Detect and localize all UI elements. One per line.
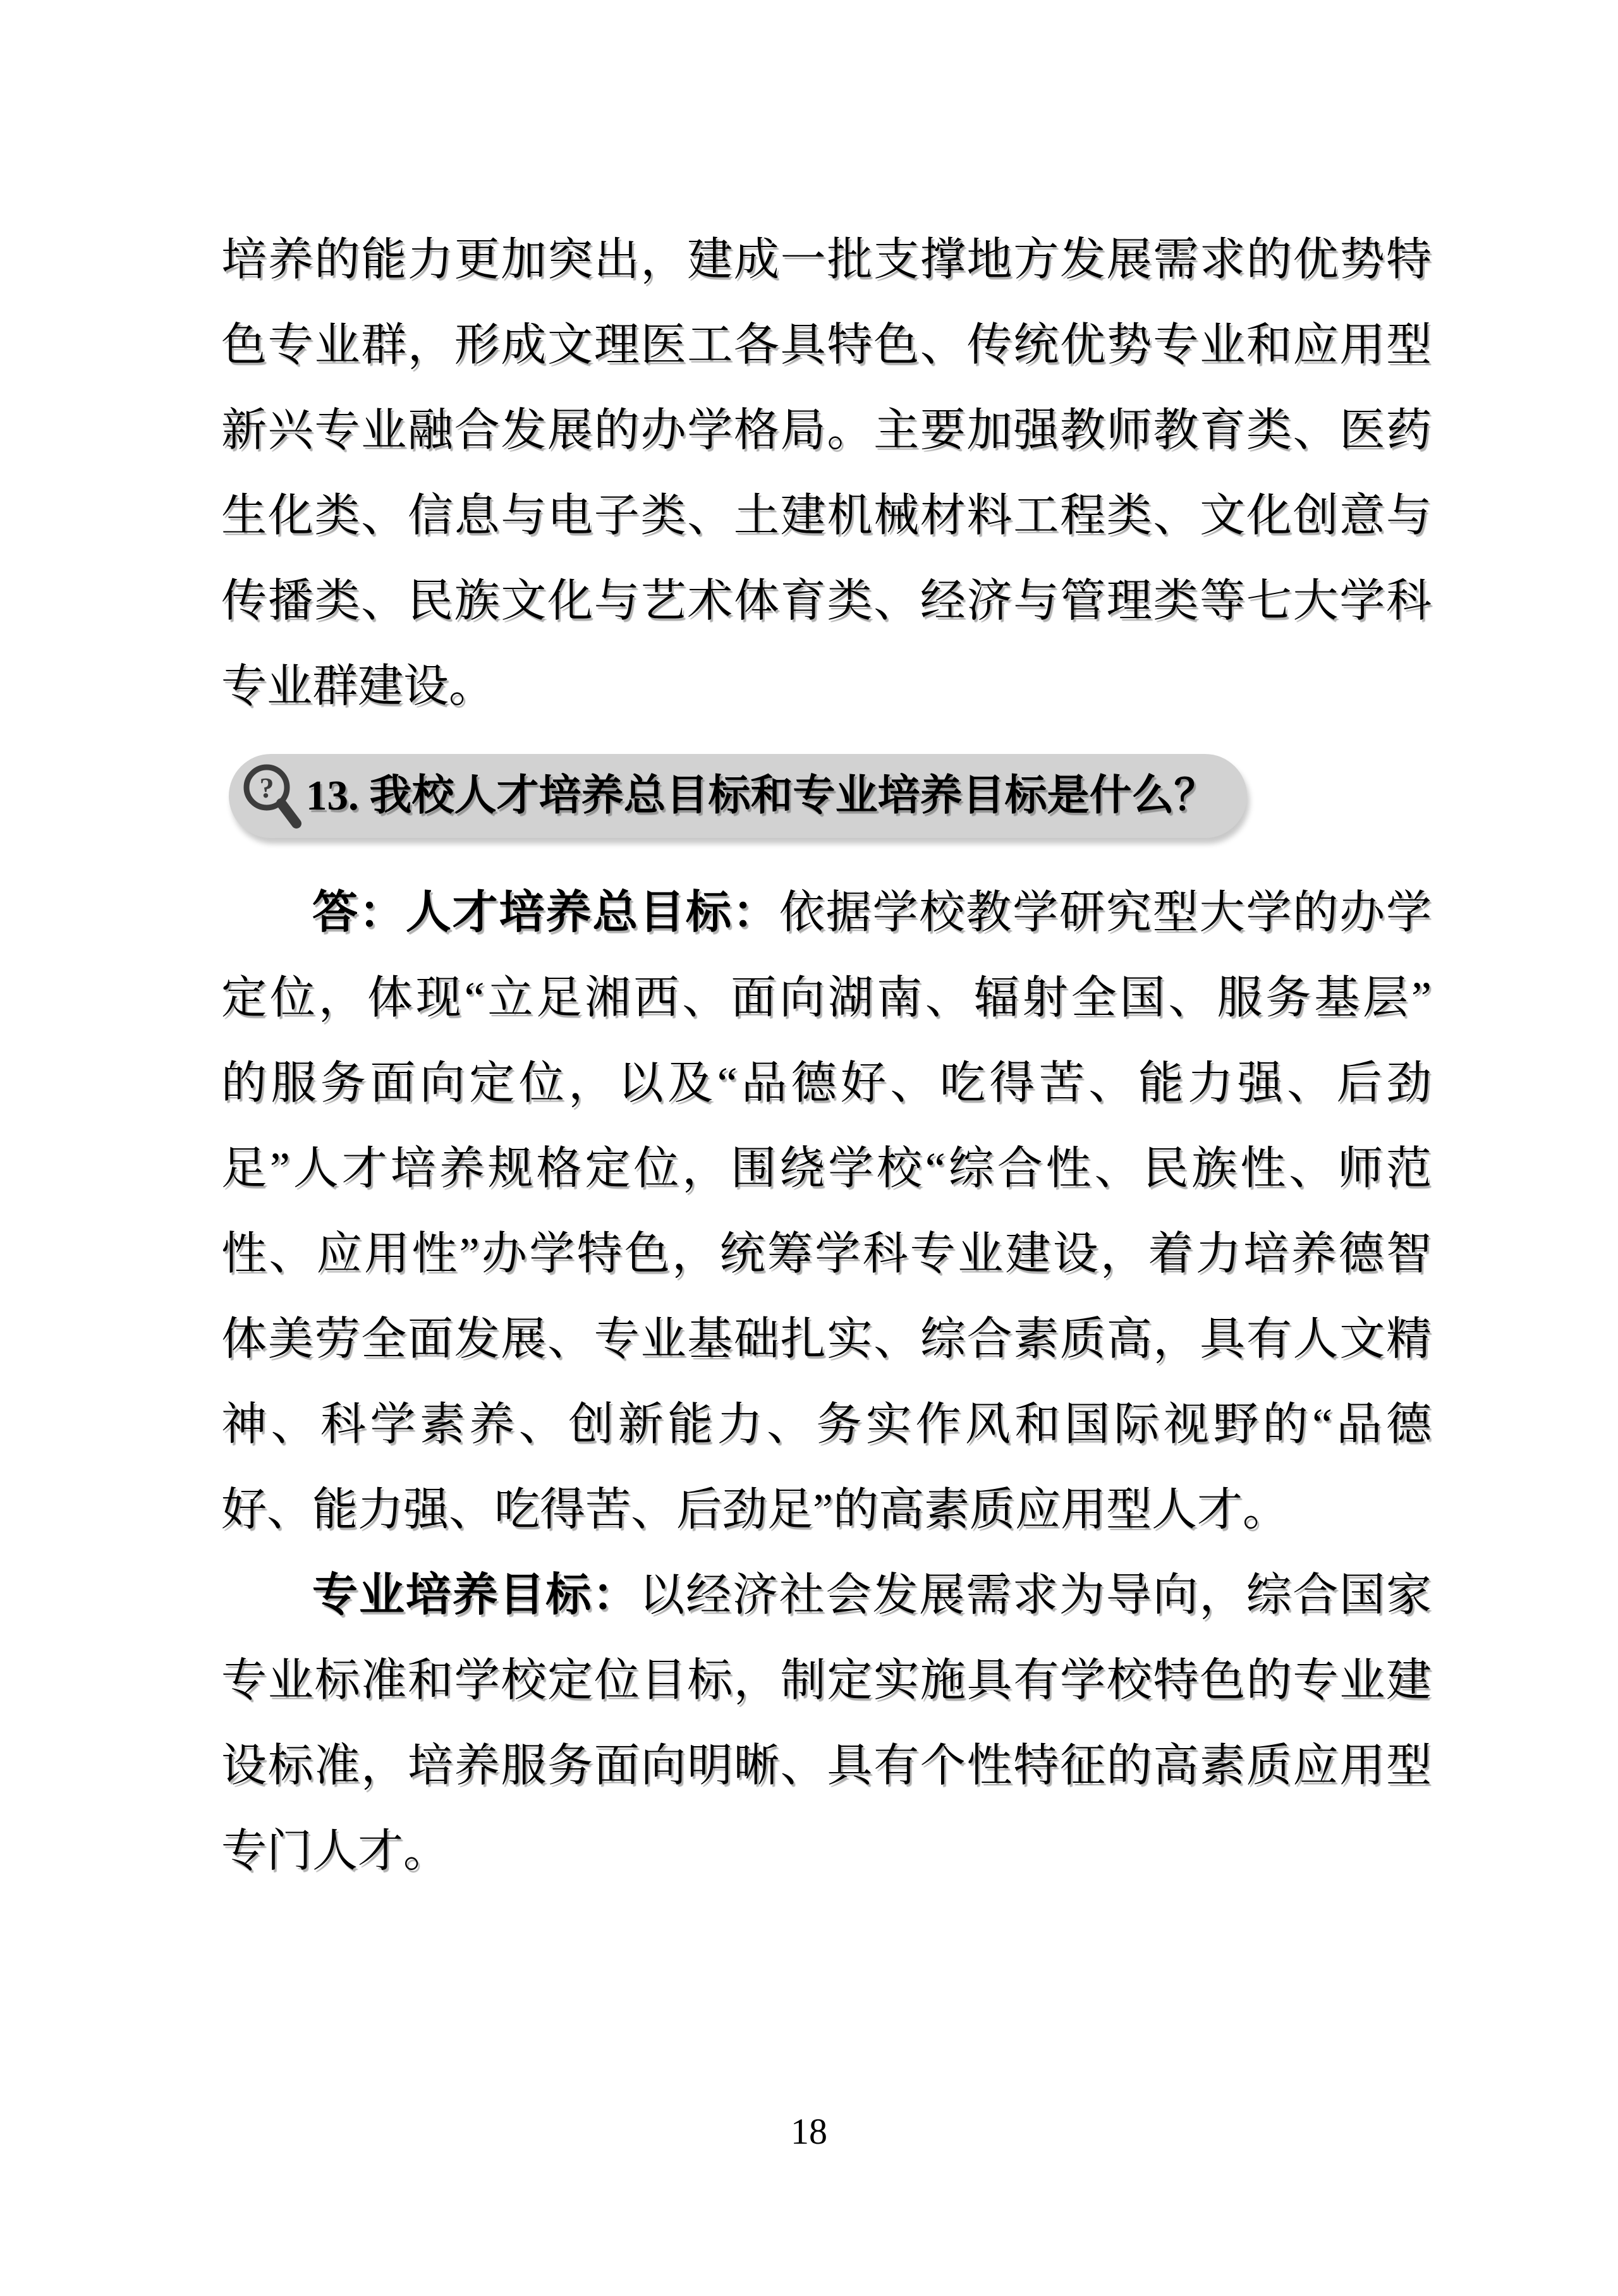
- body-text: 专门人才。: [221, 1826, 449, 1876]
- text-line: [221, 559, 1432, 644]
- document-body: [221, 217, 1432, 1894]
- question-heading: [229, 754, 1247, 838]
- text-line: [221, 1809, 1432, 1894]
- body-text: 足”人才培养规格定位，围绕学校“综合性、民族性、师范: [221, 1143, 1432, 1194]
- text-line: [221, 956, 1432, 1041]
- magnifier-handle: [281, 803, 296, 823]
- answer-general-goal-paragraph: [221, 870, 1432, 1553]
- text-line: [221, 1126, 1432, 1212]
- question-heading-label: 13. 我校人才培养总目标和专业培养目标是什么？: [306, 772, 1217, 819]
- text-line: [221, 1723, 1432, 1809]
- body-text: 生化类、信息与电子类、土建机械材料工程类、文化创意与: [221, 490, 1432, 541]
- page-number: 18: [791, 2111, 827, 2152]
- text-line: [221, 473, 1432, 559]
- body-text: 色专业群，形成文理医工各具特色、传统优势专业和应用型: [221, 320, 1432, 370]
- body-text: 好、能力强、吃得苦、后劲足”的高素质应用型人才。: [221, 1485, 1288, 1535]
- text-line: [221, 1553, 1432, 1638]
- magnifier-question-icon: [239, 761, 305, 832]
- body-text: 设标准，培养服务面向明晰、具有个性特征的高素质应用型: [221, 1740, 1432, 1791]
- intro-paragraph: [221, 217, 1432, 729]
- question-mark-glyph: ?: [259, 771, 274, 804]
- body-text: 神、科学素养、创新能力、务实作风和国际视野的“品德: [221, 1399, 1432, 1450]
- text-line: [221, 1382, 1432, 1467]
- body-text: 以经济社会发展需求为导向，综合国家: [639, 1570, 1432, 1620]
- body-text: 传播类、民族文化与艺术体育类、经济与管理类等七大学科: [221, 576, 1432, 626]
- body-text: 依据学校教学研究型大学的办学: [779, 887, 1432, 938]
- body-text: 培养的能力更加突出，建成一批支撑地方发展需求的优势特: [221, 234, 1432, 285]
- text-line: [221, 1467, 1432, 1553]
- text-line: [221, 870, 1432, 956]
- answer-professional-goal-paragraph: [221, 1553, 1432, 1894]
- text-line: [221, 1212, 1432, 1297]
- body-text: 定位，体现“立足湘西、面向湖南、辐射全国、服务基层”: [221, 973, 1432, 1023]
- text-line: [221, 388, 1432, 473]
- emphasis-text: 专业培养目标：: [312, 1570, 640, 1620]
- text-line: [221, 217, 1432, 303]
- text-line: [221, 1041, 1432, 1126]
- body-text: 性、应用性”办学特色，统筹学科专业建设，着力培养德智: [221, 1229, 1432, 1279]
- body-text: 专业标准和学校定位目标，制定实施具有学校特色的专业建: [221, 1655, 1432, 1706]
- text-line: [221, 1638, 1432, 1723]
- text-line: [221, 644, 1432, 729]
- text-line: [221, 303, 1432, 388]
- page-footer: [0, 2110, 1618, 2154]
- body-text: 专业群建设。: [221, 661, 495, 712]
- body-text: 的服务面向定位，以及“品德好、吃得苦、能力强、后劲: [221, 1058, 1432, 1109]
- body-text: 新兴专业融合发展的办学格局。主要加强教师教育类、医药: [221, 405, 1432, 456]
- body-text: 体美劳全面发展、专业基础扎实、综合素质高，具有人文精: [221, 1314, 1432, 1364]
- emphasis-text: 答：人才培养总目标：: [312, 887, 779, 938]
- text-line: [221, 1297, 1432, 1382]
